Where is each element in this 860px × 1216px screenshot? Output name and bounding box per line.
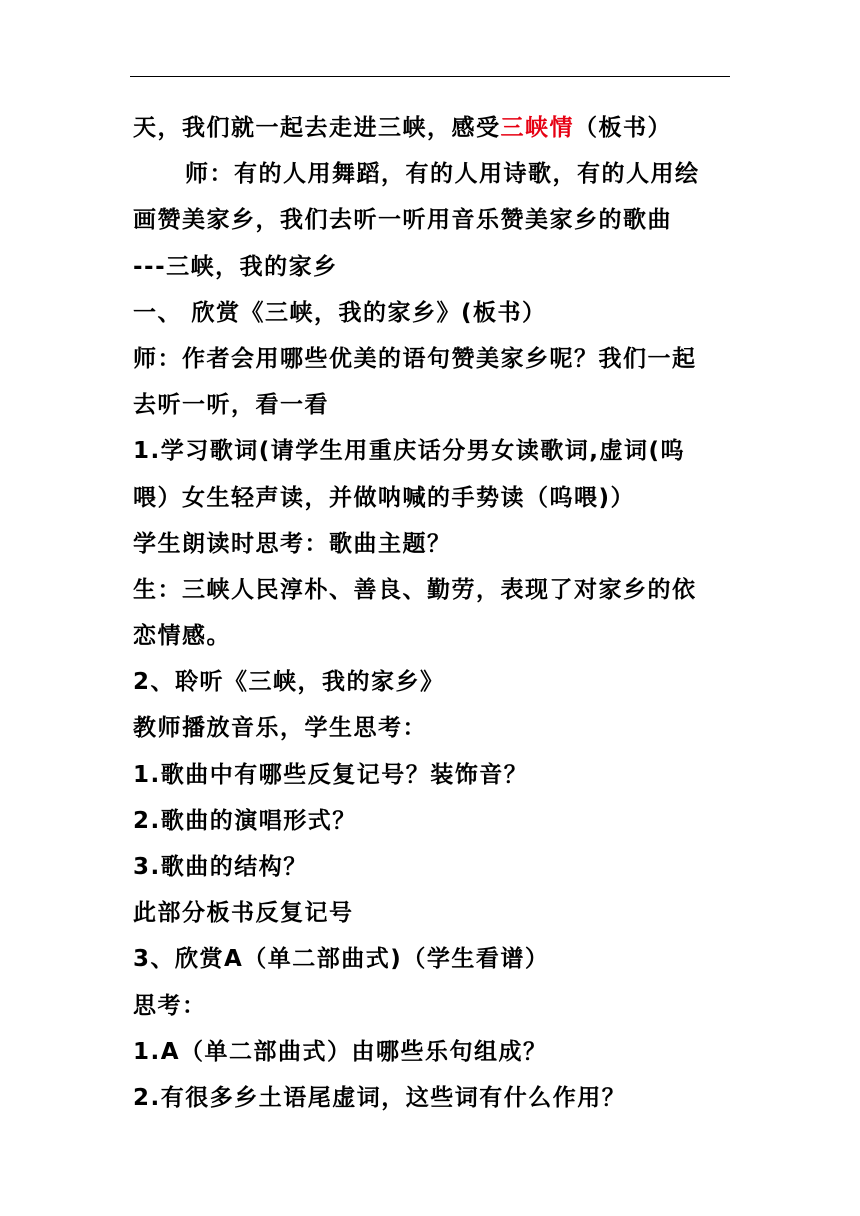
list-item: 3.歌曲的结构？ [133,854,308,880]
list-item: 2.歌曲的演唱形式？ [133,807,357,834]
text-run: 天，我们就一起去走进三峡，感受 [133,115,501,141]
paragraph-line: 教师播放音乐，学生思考： [133,715,427,742]
list-item: 1.学习歌词(请学生用重庆话分男女读歌词,虚词(呜 [133,438,686,465]
paragraph-line: 师：作者会用哪些优美的语句赞美家乡呢？我们一起 [133,345,697,372]
list-item: 1.A（单二部曲式）由哪些乐句组成？ [133,1038,548,1065]
header-rule [130,76,730,77]
list-item: 2.有很多乡土语尾虚词，这些词有什么作用？ [133,1084,627,1111]
section-heading: 2、聆听《三峡，我的家乡》 [133,669,445,696]
document-body [133,105,733,1121]
list-item: 1.歌曲中有哪些反复记号？装饰音？ [133,761,529,788]
text-run: （板书） [574,115,672,141]
paragraph-line: 生：三峡人民淳朴、善良、勤劳，表现了对家乡的依 [133,576,697,603]
paragraph-line: 喂）女生轻声读，并做呐喊的手势读（呜喂)） [133,484,636,511]
paragraph-line: 去听一听，看一看 [133,392,329,419]
highlighted-text: 三峡情 [500,115,574,141]
paragraph-line [133,105,733,151]
paragraph-line: 恋情感。 [133,623,231,650]
paragraph-line: ---三峡，我的家乡 [133,253,338,280]
paragraph-line: 此部分板书反复记号 [133,900,354,927]
section-heading: 3、欣赏A（单二部曲式)（学生看谱） [133,946,550,973]
paragraph-line: 画赞美家乡，我们去听一听用音乐赞美家乡的歌曲 [133,207,672,234]
paragraph-line: 师：有的人用舞蹈，有的人用诗歌，有的人用绘 [185,161,700,188]
paragraph-line: 学生朗读时思考：歌曲主题？ [133,530,452,557]
paragraph-line: 思考： [133,992,207,1019]
section-heading: 一、 欣赏《三峡，我的家乡》(板书） [133,299,547,326]
